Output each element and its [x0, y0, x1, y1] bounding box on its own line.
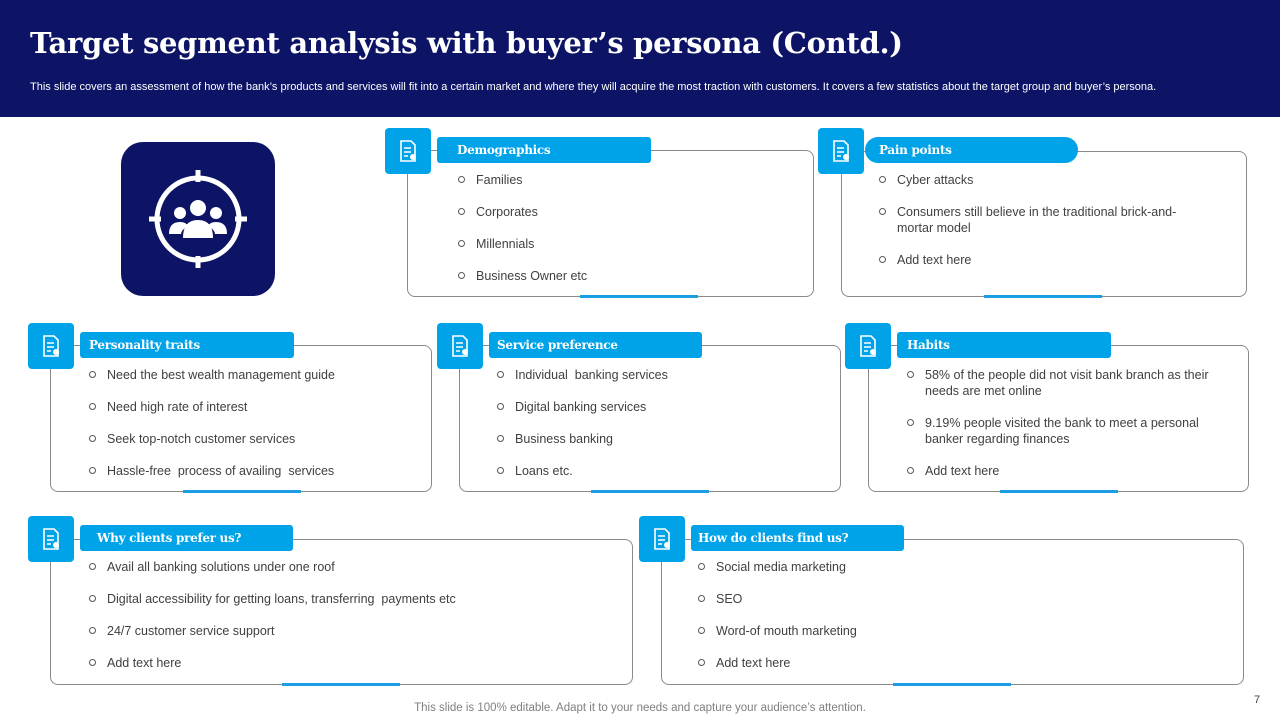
list-item: Business Owner etc — [458, 268, 798, 284]
list-item: Need the best wealth management guide — [89, 367, 419, 383]
document-icon — [856, 334, 880, 358]
habits-icon-box — [845, 323, 891, 369]
list-item: Add text here — [879, 252, 1199, 268]
how-clients-find-us-list — [698, 559, 1218, 687]
list-item: Add text here — [907, 463, 1229, 479]
list-item: Millennials — [458, 236, 798, 252]
habits-label: Habits — [897, 332, 1111, 358]
list-item: Individual banking services — [497, 367, 827, 383]
list-item: Digital banking services — [497, 399, 827, 415]
list-item: Families — [458, 172, 798, 188]
pain-points-icon-box — [818, 128, 864, 174]
card-accent-line — [984, 295, 1102, 298]
list-item: Seek top-notch customer services — [89, 431, 419, 447]
document-icon — [396, 139, 420, 163]
page-number: 7 — [1254, 694, 1261, 706]
list-item: 24/7 customer service support — [89, 623, 609, 639]
personality-traits-label: Personality traits — [80, 332, 294, 358]
slide-subtitle: This slide covers an assessment of how the bank’s products and services will fit into a certain market and where they will acquire the most traction with customers. It covers a few statistics about the target group and buyer’s persona. — [30, 81, 1157, 93]
service-preference-list — [497, 367, 827, 495]
list-item: Avail all banking solutions under one roof — [89, 559, 609, 575]
demographics-label: Demographics — [437, 137, 651, 163]
service-preference-label: Service preference — [489, 332, 702, 358]
document-icon — [829, 139, 853, 163]
list-item: Word-of mouth marketing — [698, 623, 1218, 639]
service-preference-icon-box — [437, 323, 483, 369]
list-item: Corporates — [458, 204, 798, 220]
personality-traits-icon-box — [28, 323, 74, 369]
list-item: Hassle-free process of availing services — [89, 463, 419, 479]
header-banner — [0, 0, 1280, 117]
footer-note: This slide is 100% editable. Adapt it to your needs and capture your audience’s attention. — [414, 702, 866, 714]
why-clients-prefer-us-list — [89, 559, 609, 687]
document-icon — [39, 334, 63, 358]
pain-points-list — [879, 172, 1199, 284]
how-clients-find-us-icon-box — [639, 516, 685, 562]
list-item: Consumers still believe in the traditional brick-and-mortar model — [879, 204, 1199, 236]
slide-title: Target segment analysis with buyer’s persona (Contd.) — [30, 26, 903, 60]
how-clients-find-us-label: How do clients find us? — [691, 525, 904, 551]
document-icon — [650, 527, 674, 551]
list-item: Social media marketing — [698, 559, 1218, 575]
list-item: Add text here — [89, 655, 609, 671]
list-item: Cyber attacks — [879, 172, 1199, 188]
habits-list — [907, 367, 1229, 495]
demographics-list — [458, 172, 798, 300]
list-item: Business banking — [497, 431, 827, 447]
list-item: Loans etc. — [497, 463, 827, 479]
list-item: 9.19% people visited the bank to meet a personal banker regarding finances — [907, 415, 1229, 447]
target-group-logo — [121, 142, 275, 296]
personality-traits-list — [89, 367, 419, 495]
list-item: Digital accessibility for getting loans, transferring payments etc — [89, 591, 609, 607]
document-icon — [39, 527, 63, 551]
list-item: Need high rate of interest — [89, 399, 419, 415]
list-item: SEO — [698, 591, 1218, 607]
why-clients-prefer-us-icon-box — [28, 516, 74, 562]
list-item: 58% of the people did not visit bank branch as their needs are met online — [907, 367, 1229, 399]
why-clients-prefer-us-label: Why clients prefer us? — [80, 525, 293, 551]
demographics-icon-box — [385, 128, 431, 174]
document-icon — [448, 334, 472, 358]
pain-points-label: Pain points — [865, 137, 1078, 163]
target-group-icon — [121, 142, 275, 296]
list-item: Add text here — [698, 655, 1218, 671]
